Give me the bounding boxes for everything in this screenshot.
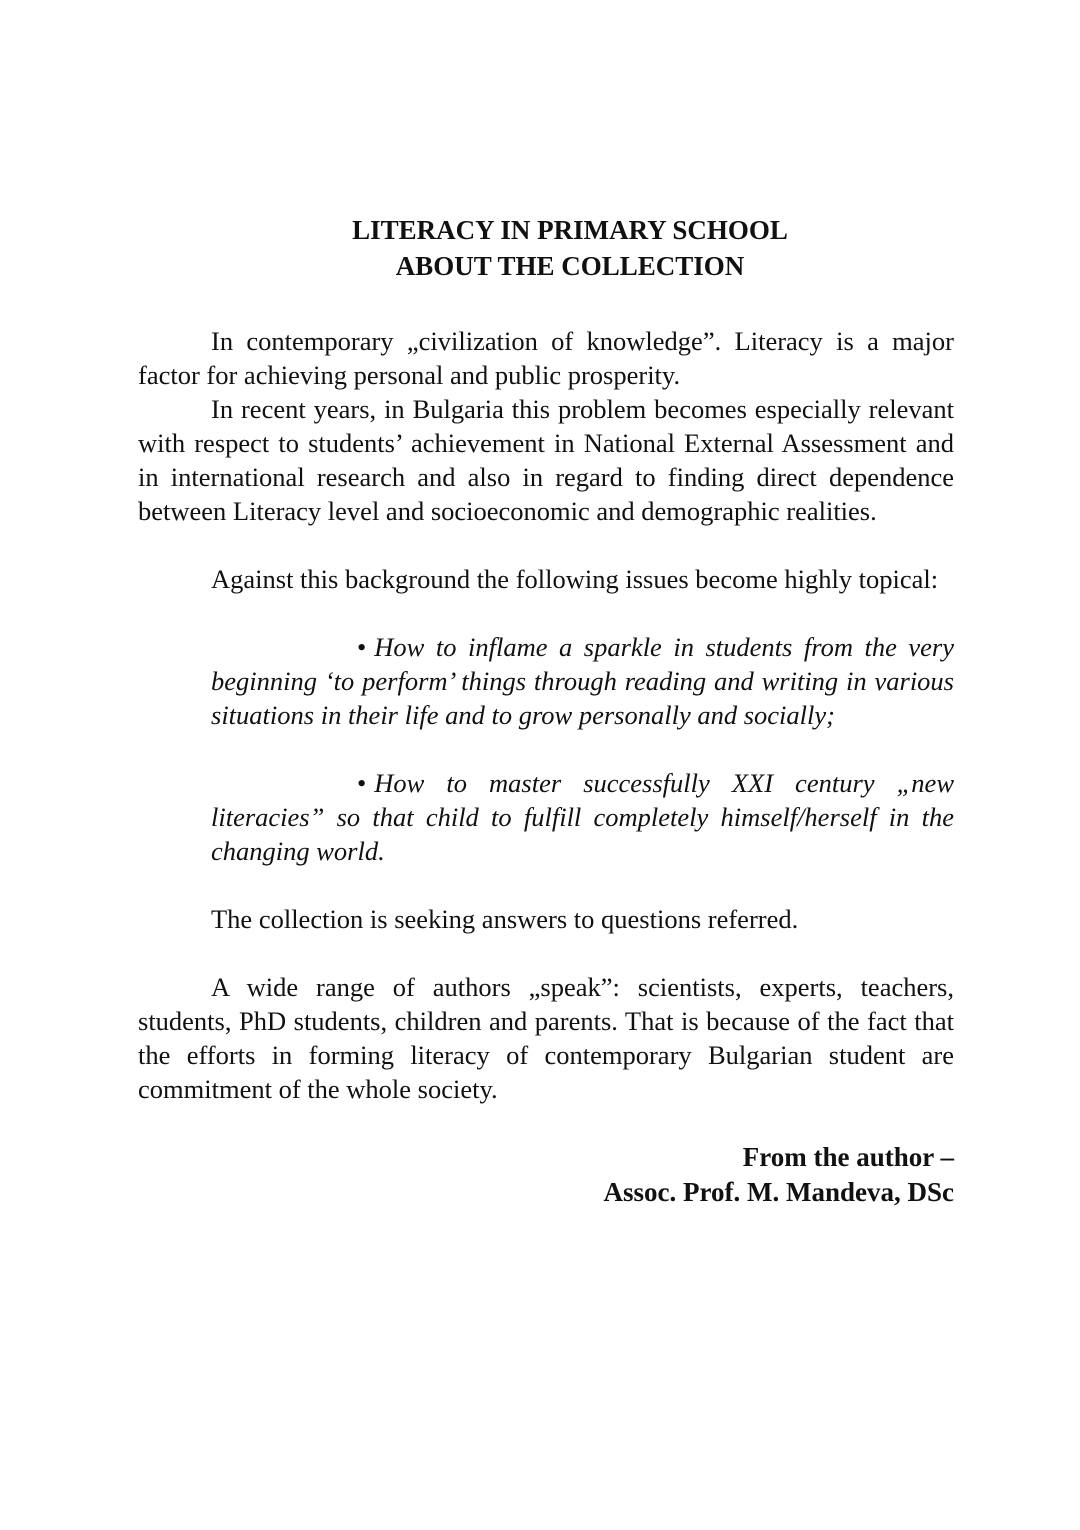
bullet-text: How to inflame a sparkle in students from the very beginning ‘to perform’ things through reading and writing in various situations in their life and to grow personally and socially; bbox=[211, 632, 954, 730]
signature-line-1: From the author – bbox=[742, 1142, 954, 1172]
bullet-marker: • bbox=[357, 768, 367, 798]
signature-block bbox=[138, 1140, 954, 1210]
bullet-text: How to master successfully XXI century „new literacies” so that child to fulfill completely himself/herself in the changing world. bbox=[211, 768, 954, 866]
paragraph-context: In recent years, in Bulgaria this problem becomes especially relevant with respect to students’ achievement in National External Assessment and in international research and also in regard to finding direct dependence between Literacy level and socioeconomic and demographic realities. bbox=[138, 394, 954, 526]
signature-line-2: Assoc. Prof. M. Mandeva, DSc bbox=[603, 1177, 954, 1207]
page-title bbox=[138, 212, 954, 284]
title-line-2: ABOUT THE COLLECTION bbox=[395, 251, 745, 281]
paragraph-issues-lead: Against this background the following issues become highly topical: bbox=[211, 564, 939, 594]
bullet-marker: • bbox=[357, 632, 367, 662]
paragraph-authors: A wide range of authors „speak”: scientists, experts, teachers, students, PhD students, children and parents. That is because of the fact that the efforts in forming literacy of contemporary Bulgarian student are commitment of the whole society. bbox=[138, 972, 954, 1104]
bullet-item-1 bbox=[211, 630, 954, 732]
bullet-item-2 bbox=[211, 766, 954, 868]
paragraph-intro: In contemporary „civilization of knowledge”. Literacy is a major factor for achieving personal and public prosperity. bbox=[138, 326, 954, 390]
document-page bbox=[138, 212, 954, 1210]
paragraph-collection: The collection is seeking answers to questions referred. bbox=[211, 904, 799, 934]
title-line-1: LITERACY IN PRIMARY SCHOOL bbox=[352, 215, 788, 245]
